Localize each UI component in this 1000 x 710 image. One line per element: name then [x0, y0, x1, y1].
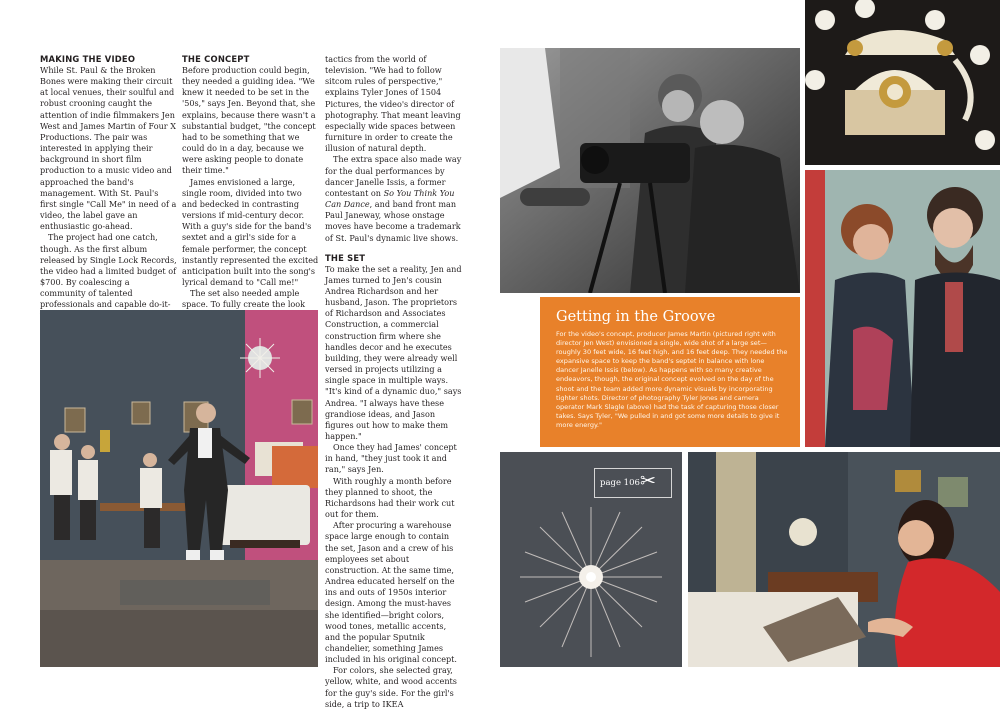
director-producer-illustration	[805, 170, 1000, 447]
section-heading: THE CONCEPT	[182, 54, 250, 64]
sidebar-body: For the video's concept, producer James Martin (pictured right with director Jen West) envisioned a single, wide shot of a large set—roughly 30 feet wide, 16 feet high, and 16 feet deep. They needed the expansive space to keep the band's septet in balance with lone dancer Janelle Issis (below). As happens with so many creative endeavors, though, the original concept evolved on the day of the shoot and the team added more dynamic visuals by incorporating tighter shots. Director of photography Tyler Jones and camera operator Mark Slagle (above) had the task of capturing those closer takes. Says Tyler, "We pulled in and got some more details to give it more energy."	[556, 330, 788, 429]
paragraph: Before production could begin, they needed a guiding idea. "We knew it needed to be set in the '50s," says Jen. Beyond that, she explains, because there wasn't a substantial budget, "the concept had to be something that we could do in a day, because we were asking people to donate their time."	[182, 65, 316, 176]
camera-crew-photo	[500, 48, 800, 293]
telephone-illustration	[805, 0, 1000, 165]
dancer-photo	[688, 452, 1000, 667]
paragraph: Once they had James' concept in hand, "they just took it and ran," says Jen.	[325, 442, 457, 475]
show-title: So You Think You Can Dance	[325, 187, 455, 210]
paragraph: James envisioned a large, single room, divided into two and bedecked in contrasting versions if mid-century decor. With a guy's side for the band's sextet and a girl's side for a female performer, the concept instantly represented the excited anticipation built into the song's lyrical demand to "Call me!"	[182, 176, 319, 287]
section-heading: MAKING THE VIDEO	[40, 54, 136, 64]
paragraph: After procuring a warehouse space large enough to contain the set, Jason and a crew of his employees set about construction. At the same time, Andrea educated herself on the ins and outs of 1950s interior design. Among the must-haves she identified—bright colors, wood tones, metallic accents, and the popular Sputnik chandelier, something James included in his original concept.	[325, 520, 458, 665]
director-producer-photo	[805, 170, 1000, 447]
camera-crew-illustration	[500, 48, 800, 293]
paragraph: With roughly a month before they planned to shoot, the Richardsons had their work cut out for them.	[325, 475, 455, 520]
paragraph: The set also needed ample space. To fully create the look	[182, 288, 306, 310]
band-set-illustration	[40, 310, 318, 667]
getting-in-the-groove-sidebar	[540, 297, 800, 447]
text-run: , and band front man Paul Janeway, whose onstage moves have become a trademark of St. Paul's dynamic live shows.	[325, 199, 461, 243]
column-the-set	[325, 54, 462, 710]
page-reference-label: page 106	[600, 478, 640, 488]
column-the-concept	[182, 54, 319, 333]
vintage-telephone-photo	[805, 0, 1000, 165]
text-run: The extra space also made way for the dual performances by dancer Janelle Issis, a former contestant on	[325, 154, 462, 198]
paragraph: tactics from the world of television. "We had to follow sitcom rules of perspective," explains Tyler Jones of 1504 Pictures, the video's director of photography. That meant leaving especially wide spaces between furniture in order to create the illusion of natural depth.	[325, 54, 461, 154]
paragraph: While St. Paul & the Broken Bones were making their circuit at local venues, their soulful and robust crooning caught the attention of indie filmmakers Jen West and James Martin of Four X Productions. The pair was interested in applying their background in short film production to a music video and approached the band's management. With St. Paul's first single "Call Me" in need of a video, the label gave an enthusiastic go-ahead.	[40, 65, 177, 232]
sidebar-title: Getting in the Groove	[556, 309, 716, 325]
band-set-photo	[40, 310, 318, 667]
paragraph	[325, 154, 462, 243]
paragraph: To make the set a reality, Jen and James turned to Jen's cousin Andrea Richardson and her husband, Jason. The proprietors of Richardson and Associates Construction, a commercial construction firm where she handles decor and he executes building, they were already well versed in projects utilizing a single space in multiple ways. "It's kind of a dynamic duo," says Andrea. "I always have these grandiose ideas, and Jason figures out how to make them happen."	[325, 263, 462, 441]
dancer-illustration	[688, 452, 1000, 667]
column-making-the-video	[40, 54, 177, 344]
paragraph: For colors, she selected gray, yellow, white, and wood accents for the guy's side. For the girl's side, a trip to IKEA	[325, 665, 457, 709]
paragraph: The project had one catch, though. As the first album released by Single Lock Records, the video had a limited budget of $700. By coalescing a community of talented professionals and capable do-it-	[40, 232, 177, 310]
scissors-icon: ✂	[640, 470, 656, 492]
section-heading: THE SET	[325, 252, 366, 263]
